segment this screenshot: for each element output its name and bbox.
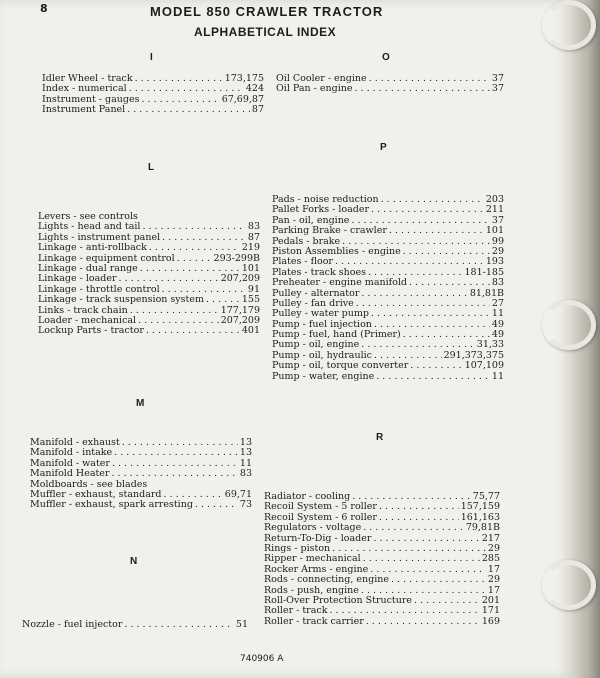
entry-page-number: 29 bbox=[487, 575, 500, 586]
entry-page-number: 75,77 bbox=[472, 492, 500, 502]
entry-name: Manifold Heater bbox=[30, 469, 110, 480]
entry-name: Pan - oil, engine bbox=[272, 215, 350, 226]
entry-page-number: 11 bbox=[239, 458, 252, 469]
entry-page-number: 101 bbox=[241, 263, 260, 274]
entry-page-number: 157,159 bbox=[460, 502, 500, 513]
index-entry bbox=[30, 480, 252, 490]
entry-name: Pedals - brake bbox=[272, 236, 341, 247]
index-entry bbox=[38, 222, 260, 232]
dot-leader bbox=[335, 257, 484, 267]
entry-page-number: 285 bbox=[481, 554, 500, 565]
index-entry bbox=[38, 254, 260, 264]
page-number: 8 bbox=[40, 2, 48, 15]
index-entry bbox=[38, 233, 260, 243]
dot-leader bbox=[403, 247, 490, 257]
index-entry bbox=[272, 278, 504, 288]
entry-page-number: 217 bbox=[481, 533, 500, 544]
entry-page-number: 11 bbox=[491, 309, 504, 320]
index-entry bbox=[276, 84, 504, 94]
entry-name: Parking Brake - crawler bbox=[272, 226, 387, 237]
dot-leader bbox=[124, 620, 234, 630]
entry-page-number: 27 bbox=[491, 298, 504, 309]
index-entry bbox=[272, 226, 504, 236]
dot-leader bbox=[361, 586, 486, 596]
dot-leader bbox=[146, 326, 240, 336]
section-l-list bbox=[38, 212, 260, 337]
index-entry bbox=[264, 523, 500, 533]
index-entry bbox=[264, 596, 500, 606]
entry-name: Nozzle - fuel injector bbox=[22, 620, 123, 630]
binder-ring bbox=[542, 560, 596, 610]
entry-name: Lockup Parts - tractor bbox=[38, 326, 144, 337]
section-letter-l: L bbox=[148, 162, 155, 173]
entry-name: Muffler - exhaust, standard bbox=[30, 489, 162, 500]
section-n-list bbox=[22, 620, 248, 630]
entry-name: Pump - fuel, hand (Primer) bbox=[272, 330, 401, 341]
index-entry bbox=[264, 502, 500, 512]
entry-page-number: 83 bbox=[239, 469, 252, 480]
index-entry bbox=[264, 554, 500, 564]
entry-page-number: 101 bbox=[485, 226, 504, 237]
dot-leader bbox=[381, 195, 484, 205]
dot-leader bbox=[342, 237, 490, 247]
index-subtitle: ALPHABETICAL INDEX bbox=[194, 25, 337, 39]
entry-page-number: 169 bbox=[481, 616, 500, 627]
entry-name: Pump - oil, torque converter bbox=[272, 361, 409, 372]
dot-leader bbox=[162, 233, 246, 243]
entry-name: Roller - track bbox=[264, 606, 328, 617]
index-entry bbox=[38, 285, 260, 295]
dot-leader bbox=[374, 351, 442, 361]
entry-name: Rings - piston bbox=[264, 543, 331, 554]
entry-page-number: 91 bbox=[247, 284, 260, 295]
index-entry bbox=[272, 299, 504, 309]
entry-page-number: 211 bbox=[485, 205, 504, 216]
dot-leader bbox=[112, 459, 238, 469]
entry-name: Levers - see controls bbox=[38, 212, 138, 222]
index-entry bbox=[30, 500, 252, 510]
entry-page-number: 181-185 bbox=[464, 267, 504, 278]
entry-page-number: 107,109 bbox=[464, 361, 504, 372]
entry-page-number: 67,69,87 bbox=[221, 94, 264, 105]
entry-page-number: 79,81B bbox=[465, 523, 500, 534]
index-entry bbox=[272, 309, 504, 319]
dot-leader bbox=[361, 289, 467, 299]
dot-leader bbox=[141, 95, 219, 105]
dot-leader bbox=[149, 243, 240, 253]
document-code: 740906 A bbox=[240, 654, 284, 664]
entry-page-number: 173,175 bbox=[224, 74, 264, 84]
index-entry bbox=[30, 448, 252, 458]
section-i-list bbox=[42, 74, 264, 116]
entry-name: Pads - noise reduction bbox=[272, 195, 379, 205]
entry-page-number: 11 bbox=[491, 371, 504, 382]
dot-leader bbox=[373, 534, 479, 544]
section-o-list bbox=[276, 74, 504, 95]
dot-leader bbox=[177, 254, 212, 264]
index-entry bbox=[30, 438, 252, 448]
entry-name: Linkage - throttle control bbox=[38, 284, 160, 295]
index-entry bbox=[38, 326, 260, 336]
entry-name: Linkage - track suspension system bbox=[38, 295, 204, 306]
entry-name: Loader - mechanical bbox=[38, 315, 137, 326]
dot-leader bbox=[351, 216, 489, 226]
page-title: MODEL 850 CRAWLER TRACTOR bbox=[150, 4, 384, 19]
entry-page-number: 37 bbox=[491, 84, 504, 95]
entry-name: Pump - water, engine bbox=[272, 371, 375, 382]
entry-name: Pump - oil, engine bbox=[272, 340, 360, 351]
entry-page-number: 87 bbox=[247, 232, 260, 243]
index-entry bbox=[272, 351, 504, 361]
entry-page-number: 49 bbox=[491, 319, 504, 330]
entry-page-number: 37 bbox=[491, 215, 504, 226]
entry-name: Ripper - mechanical bbox=[264, 554, 361, 565]
entry-name: Pulley - alternator bbox=[272, 288, 360, 299]
entry-name: Recoil System - 5 roller bbox=[264, 502, 377, 513]
index-entry bbox=[264, 575, 500, 585]
section-letter-r: R bbox=[376, 432, 384, 443]
dot-leader bbox=[376, 372, 490, 382]
entry-page-number: 29 bbox=[491, 246, 504, 257]
index-entry bbox=[264, 544, 500, 554]
dot-leader bbox=[130, 306, 219, 316]
index-entry bbox=[272, 216, 504, 226]
entry-page-number: 161,163 bbox=[460, 512, 500, 523]
dot-leader bbox=[369, 74, 490, 84]
entry-name: Rocker Arms - engine bbox=[264, 564, 369, 575]
entry-name: Return-To-Dig - loader bbox=[264, 533, 372, 544]
entry-page-number: 37 bbox=[491, 74, 504, 84]
dot-leader bbox=[195, 500, 238, 510]
dot-leader bbox=[111, 469, 237, 479]
entry-name: Linkage - equipment control bbox=[38, 253, 175, 264]
entry-name: Oil Cooler - engine bbox=[276, 74, 367, 84]
entry-name: Roll-Over Protection Structure bbox=[264, 595, 413, 606]
index-entry bbox=[272, 205, 504, 215]
binder-ring bbox=[542, 300, 596, 350]
entry-page-number: 87 bbox=[251, 105, 264, 116]
index-entry bbox=[272, 372, 504, 382]
entry-page-number: 155 bbox=[241, 295, 260, 306]
section-r-list bbox=[264, 492, 500, 627]
dot-leader bbox=[162, 285, 246, 295]
index-entry bbox=[264, 565, 500, 575]
index-entry bbox=[272, 268, 504, 278]
dot-leader bbox=[114, 448, 238, 458]
entry-name: Lights - instrument panel bbox=[38, 232, 161, 243]
index-entry bbox=[272, 247, 504, 257]
entry-page-number: 203 bbox=[485, 195, 504, 205]
dot-leader bbox=[403, 330, 490, 340]
entry-page-number: 13 bbox=[239, 448, 252, 459]
index-entry bbox=[264, 586, 500, 596]
index-entry bbox=[38, 306, 260, 316]
dot-leader bbox=[135, 74, 223, 84]
entry-name: Manifold - intake bbox=[30, 448, 113, 459]
dot-leader bbox=[352, 492, 471, 502]
dot-leader bbox=[409, 278, 490, 288]
entry-name: Oil Pan - engine bbox=[276, 84, 353, 95]
entry-page-number: 207,209 bbox=[220, 274, 260, 285]
section-letter-i: I bbox=[150, 52, 153, 63]
index-entry bbox=[264, 534, 500, 544]
dot-leader bbox=[414, 596, 480, 606]
index-entry bbox=[38, 295, 260, 305]
dot-leader bbox=[138, 316, 219, 326]
index-entry bbox=[38, 264, 260, 274]
entry-name: Lights - head and tail bbox=[38, 222, 141, 233]
entry-name: Manifold - exhaust bbox=[30, 438, 120, 448]
dot-leader bbox=[356, 299, 490, 309]
entry-page-number: 49 bbox=[491, 330, 504, 341]
section-m-list bbox=[30, 438, 252, 511]
index-entry bbox=[42, 84, 264, 94]
entry-name: Regulators - voltage bbox=[264, 523, 362, 534]
section-letter-m: M bbox=[136, 398, 145, 409]
dot-leader bbox=[164, 490, 223, 500]
index-entry bbox=[264, 513, 500, 523]
index-entry bbox=[272, 257, 504, 267]
entry-name: Index - numerical bbox=[42, 84, 127, 95]
entry-name: Linkage - anti-rollback bbox=[38, 243, 147, 254]
entry-page-number: 401 bbox=[241, 326, 260, 337]
dot-leader bbox=[379, 502, 459, 512]
entry-page-number: 99 bbox=[491, 236, 504, 247]
dot-leader bbox=[140, 264, 240, 274]
entry-page-number: 31,33 bbox=[476, 340, 504, 351]
dot-leader bbox=[363, 554, 480, 564]
dot-leader bbox=[366, 617, 480, 627]
entry-name: Instrument - gauges bbox=[42, 94, 140, 105]
index-entry bbox=[272, 361, 504, 371]
section-p-list bbox=[272, 195, 504, 382]
entry-name: Links - track chain bbox=[38, 305, 128, 316]
index-entry bbox=[272, 289, 504, 299]
dot-leader bbox=[329, 606, 479, 616]
section-letter-o: O bbox=[382, 52, 390, 63]
entry-name: Rods - push, engine bbox=[264, 585, 359, 596]
entry-page-number: 291,373,375 bbox=[443, 350, 504, 361]
binder-spine bbox=[572, 0, 600, 678]
section-letter-p: P bbox=[380, 142, 387, 153]
entry-page-number: 51 bbox=[235, 620, 248, 630]
index-entry bbox=[272, 195, 504, 205]
dot-leader bbox=[379, 513, 459, 523]
entry-name: Pulley - fan drive bbox=[272, 298, 354, 309]
entry-name: Recoil System - 6 roller bbox=[264, 512, 377, 523]
dot-leader bbox=[389, 226, 484, 236]
entry-page-number: 293-299B bbox=[213, 253, 260, 264]
entry-name: Pulley - water pump bbox=[272, 309, 369, 320]
dot-leader bbox=[370, 565, 486, 575]
dot-leader bbox=[363, 523, 464, 533]
index-entry bbox=[264, 606, 500, 616]
entry-page-number: 83 bbox=[247, 222, 260, 233]
entry-name: Idler Wheel - track bbox=[42, 74, 133, 84]
entry-page-number: 83 bbox=[491, 278, 504, 289]
index-entry bbox=[272, 330, 504, 340]
binder-ring bbox=[542, 0, 596, 50]
dot-leader bbox=[368, 268, 463, 278]
section-letter-n: N bbox=[130, 556, 138, 567]
entry-name: Plates - floor bbox=[272, 257, 333, 268]
dot-leader bbox=[129, 84, 244, 94]
index-entry bbox=[272, 237, 504, 247]
dot-leader bbox=[354, 84, 489, 94]
entry-page-number: 29 bbox=[487, 543, 500, 554]
index-entry bbox=[272, 320, 504, 330]
index-entry bbox=[38, 212, 260, 222]
entry-page-number: 81,81B bbox=[469, 288, 504, 299]
entry-name: Plates - track shoes bbox=[272, 267, 366, 278]
dot-leader bbox=[127, 105, 250, 115]
index-entry bbox=[42, 105, 264, 115]
entry-name: Muffler - exhaust, spark arresting bbox=[30, 500, 193, 511]
dot-leader bbox=[371, 309, 490, 319]
index-entry bbox=[30, 490, 252, 500]
index-entry bbox=[276, 74, 504, 84]
entry-name: Rods - connecting, engine bbox=[264, 575, 389, 586]
dot-leader bbox=[122, 438, 238, 448]
index-entry bbox=[264, 617, 500, 627]
entry-page-number: 69,71 bbox=[224, 489, 252, 500]
dot-leader bbox=[119, 274, 219, 284]
index-entry bbox=[38, 243, 260, 253]
index-entry bbox=[38, 274, 260, 284]
index-entry bbox=[38, 316, 260, 326]
dot-leader bbox=[361, 340, 475, 350]
entry-name: Linkage - loader bbox=[38, 274, 117, 285]
entry-page-number: 424 bbox=[245, 84, 264, 95]
index-entry bbox=[42, 74, 264, 84]
entry-page-number: 17 bbox=[487, 585, 500, 596]
entry-name: Preheater - engine manifold bbox=[272, 278, 407, 289]
entry-name: Pallet Forks - loader bbox=[272, 205, 370, 216]
entry-name: Piston Assemblies - engine bbox=[272, 246, 401, 257]
dot-leader bbox=[206, 295, 240, 305]
index-entry bbox=[272, 340, 504, 350]
dot-leader bbox=[371, 205, 484, 215]
entry-page-number: 219 bbox=[241, 243, 260, 254]
dot-leader bbox=[410, 361, 462, 371]
entry-name: Instrument Panel bbox=[42, 105, 126, 116]
entry-page-number: 177,179 bbox=[220, 305, 260, 316]
entry-page-number: 17 bbox=[487, 564, 500, 575]
index-entry bbox=[30, 459, 252, 469]
entry-name: Pump - fuel injection bbox=[272, 319, 372, 330]
entry-page-number: 171 bbox=[481, 606, 500, 617]
dot-leader bbox=[391, 575, 486, 585]
entry-name: Linkage - dual range bbox=[38, 263, 138, 274]
entry-name: Pump - oil, hydraulic bbox=[272, 350, 372, 361]
index-entry bbox=[264, 492, 500, 502]
dot-leader bbox=[332, 544, 486, 554]
entry-name: Moldboards - see blades bbox=[30, 479, 148, 490]
index-entry bbox=[22, 620, 248, 630]
entry-page-number: 207,209 bbox=[220, 315, 260, 326]
entry-name: Roller - track carrier bbox=[264, 616, 364, 627]
dot-leader bbox=[142, 222, 245, 232]
entry-page-number: 13 bbox=[239, 438, 252, 448]
entry-page-number: 193 bbox=[485, 257, 504, 268]
entry-name: Manifold - water bbox=[30, 458, 110, 469]
entry-page-number: 201 bbox=[481, 595, 500, 606]
index-entry bbox=[30, 469, 252, 479]
entry-name: Radiator - cooling bbox=[264, 492, 351, 502]
dot-leader bbox=[374, 320, 490, 330]
index-entry bbox=[42, 95, 264, 105]
entry-page-number: 73 bbox=[239, 500, 252, 511]
